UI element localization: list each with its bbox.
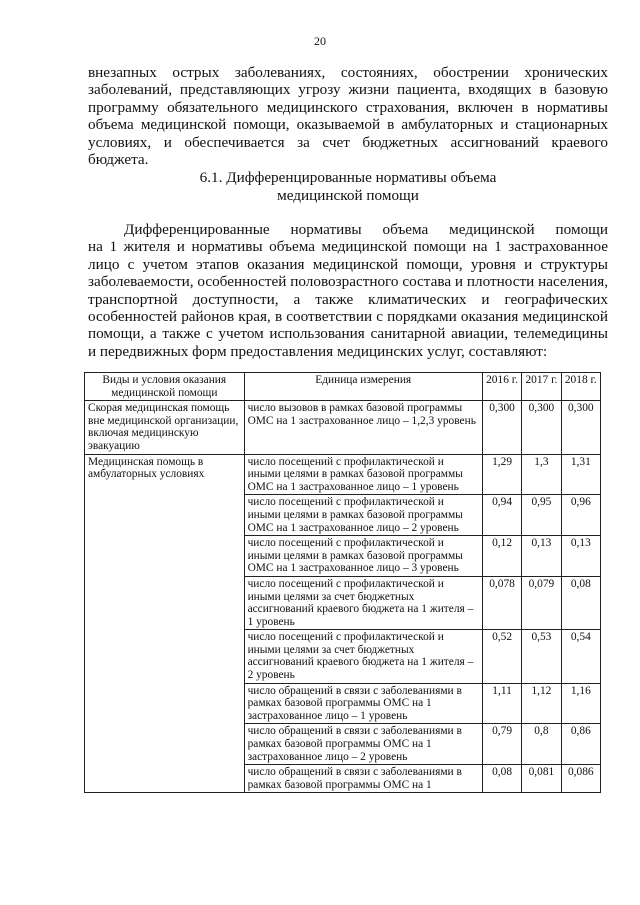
value-2016: 0,300 bbox=[482, 401, 521, 454]
unit-cell: число посещений с профилактической и иными целями в рамках базовой программы ОМС на 1 застрахованное лицо – 3 уровень bbox=[244, 536, 482, 577]
table-header-row bbox=[85, 373, 601, 401]
unit-cell: число вызовов в рамках базовой программы ОМС на 1 застрахованное лицо – 1,2,3 уровень bbox=[244, 401, 482, 454]
body-paragraph bbox=[88, 221, 608, 360]
unit-cell: число посещений с профилактической и иными целями в рамках базовой программы ОМС на 1 застрахованное лицо – 2 уровень bbox=[244, 495, 482, 536]
value-2018: 0,08 bbox=[561, 576, 600, 629]
value-2016: 0,52 bbox=[482, 630, 521, 683]
unit-cell: число обращений в связи с заболеваниями в рамках базовой программы ОМС на 1 застрахованное лицо – 2 уровень bbox=[244, 724, 482, 765]
body-paragraph-line: особенностей районов края, в соответствии с порядками оказания медицинской bbox=[88, 308, 608, 326]
body-paragraph-line: помощи, а также с учетом использования санитарной авиации, телемедицины bbox=[88, 325, 608, 343]
value-2017: 1,3 bbox=[522, 454, 561, 495]
value-2018: 0,96 bbox=[561, 495, 600, 536]
body-paragraph-line: и передвижных форм предоставления медицинских услуг, составляют: bbox=[88, 342, 548, 360]
body-paragraph-line: лицо с учетом этапов оказания медицинской помощи, уровня и структуры bbox=[88, 255, 608, 273]
body-paragraph-line: на 1 жителя и нормативы объема медицинской помощи на 1 застрахованное bbox=[88, 238, 608, 256]
value-2017: 0,53 bbox=[522, 630, 561, 683]
page-number: 20 bbox=[314, 34, 326, 48]
header-type: Виды и условия оказания медицинской помощи bbox=[85, 373, 245, 401]
value-2018: 1,16 bbox=[561, 683, 600, 724]
value-2017: 1,12 bbox=[522, 683, 561, 724]
value-2016: 0,79 bbox=[482, 724, 521, 765]
unit-cell: число посещений с профилактической и иными целями за счет бюджетных ассигнований краевого бюджета на 1 жителя – 1 уровень bbox=[244, 576, 482, 629]
value-2017: 0,8 bbox=[522, 724, 561, 765]
value-2018: 0,54 bbox=[561, 630, 600, 683]
header-unit: Единица измерения bbox=[244, 373, 482, 401]
value-2018: 0,86 bbox=[561, 724, 600, 765]
section-heading-line-1: 6.1. Дифференцированные нормативы объема bbox=[199, 169, 497, 186]
unit-cell: число посещений с профилактической и иными целями в рамках базовой программы ОМС на 1 застрахованное лицо – 1 уровень bbox=[244, 454, 482, 495]
value-2016: 1,29 bbox=[482, 454, 521, 495]
intro-paragraph: внезапных острых заболеваниях, состояниях, обострении хронических заболеваний, представляющих угрозу жизни пациента, входящих в базовую программу обязательного медицинского страхования, включен в нормативы объема медицинской помощи, оказываемой в амбулаторных и стационарных условиях, и обеспечивается за счет бюджетных ассигнований краевого бюджета. bbox=[88, 64, 608, 169]
value-2016: 0,12 bbox=[482, 536, 521, 577]
body-paragraph-line: заболеваемости, особенностей половозрастного состава и плотности населения, bbox=[88, 273, 608, 291]
table-row bbox=[85, 401, 601, 454]
section-heading-line-2: медицинской помощи bbox=[277, 187, 419, 204]
unit-cell: число посещений с профилактической и иными целями за счет бюджетных ассигнований краевого бюджета на 1 жителя – 2 уровень bbox=[244, 630, 482, 683]
header-2016: 2016 г. bbox=[482, 373, 521, 401]
section-heading bbox=[88, 169, 608, 205]
unit-cell: число обращений в связи с заболеваниями в рамках базовой программы ОМС на 1 застрахованное лицо – 1 уровень bbox=[244, 683, 482, 724]
value-2018: 0,300 bbox=[561, 401, 600, 454]
value-2017: 0,081 bbox=[522, 765, 561, 793]
body-paragraph-line: Дифференцированные нормативы объема медицинской помощи bbox=[124, 221, 608, 238]
value-2017: 0,95 bbox=[522, 495, 561, 536]
value-2016: 0,08 bbox=[482, 765, 521, 793]
value-2016: 0,078 bbox=[482, 576, 521, 629]
value-2018: 1,31 bbox=[561, 454, 600, 495]
table-row bbox=[85, 454, 601, 495]
header-2018: 2018 г. bbox=[561, 373, 600, 401]
value-2016: 0,94 bbox=[482, 495, 521, 536]
body-paragraph-line: транспортной доступности, а также климатических и географических bbox=[88, 290, 608, 308]
unit-cell: число обращений в связи с заболеваниями в рамках базовой программы ОМС на 1 bbox=[244, 765, 482, 793]
value-2017: 0,079 bbox=[522, 576, 561, 629]
value-2018: 0,086 bbox=[561, 765, 600, 793]
norms-table bbox=[84, 372, 601, 793]
value-2016: 1,11 bbox=[482, 683, 521, 724]
header-2017: 2017 г. bbox=[522, 373, 561, 401]
care-type-cell: Медицинская помощь в амбулаторных условиях bbox=[85, 454, 245, 793]
care-type-cell: Скорая медицинская помощь вне медицинской организации, включая медицинскую эвакуацию bbox=[85, 401, 245, 454]
value-2018: 0,13 bbox=[561, 536, 600, 577]
value-2017: 0,300 bbox=[522, 401, 561, 454]
value-2017: 0,13 bbox=[522, 536, 561, 577]
